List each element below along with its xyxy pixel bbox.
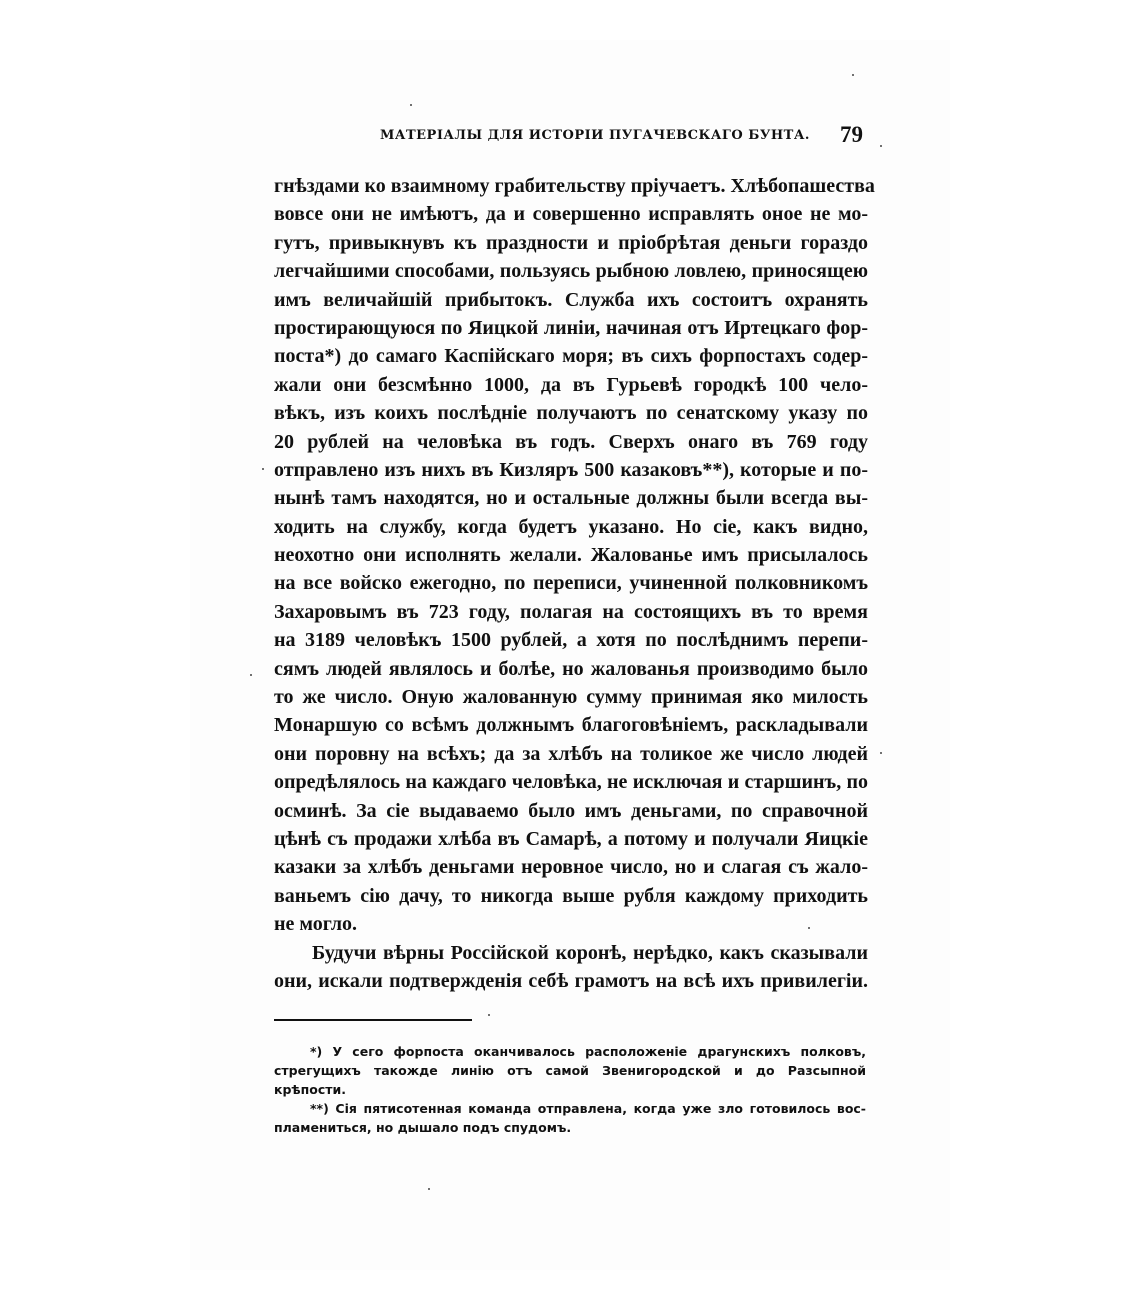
scan-speck <box>428 1188 430 1190</box>
footnote-line: крѣпости. <box>274 1082 347 1097</box>
scan-speck <box>250 674 252 676</box>
text-line: они поровну на всѣхъ; да за хлѣбъ на толикое же число людей <box>274 742 868 765</box>
text-line: вовсе они не имѣютъ, да и совершенно исправлять оное не мо- <box>274 203 868 226</box>
scan-speck <box>880 145 882 147</box>
text-line: 20 рублей на человѣка въ годъ. Сверхъ онаго въ 769 году <box>274 430 868 453</box>
scan-speck <box>410 104 412 106</box>
footnote-line: стрегущихъ такожде линію отъ самой Звенигородской и до Разсыпной <box>274 1063 866 1078</box>
text-line: цѣнѣ съ продажи хлѣба въ Самарѣ, а потому и получали Яицкіе <box>274 827 868 850</box>
text-line: сямъ людей являлось и болѣе, но жалованья производимо было <box>274 657 868 680</box>
text-line: имъ величайшій прибытокъ. Служба ихъ состоитъ охранять <box>274 288 868 311</box>
footnote-line: пламениться, но дышало подъ спудомъ. <box>274 1120 572 1135</box>
text-line: ходить на службу, когда будетъ указано. Но сіе, какъ видно, <box>274 515 868 538</box>
page-header <box>380 124 880 152</box>
footnote-line: **) Сія пятисотенная команда отправлена, когда уже зло готовилось вос- <box>310 1101 866 1116</box>
text-line: неохотно они исполнять желали. Жалованье имъ присылалось <box>274 544 868 567</box>
scan-speck <box>488 1014 490 1016</box>
text-line: поста*) до самаго Каспійскаго моря; въ сихъ форпостахъ содер- <box>274 345 868 368</box>
text-line: жали они безсмѣнно 1000, да въ Гурьевѣ городкѣ 100 чело- <box>274 373 868 396</box>
text-line: легчайшими способами, пользуясь рыбною ловлею, приносящею <box>274 260 868 283</box>
scan-speck <box>262 468 264 470</box>
text-line: ваньемъ сію дачу, то никогда выше рубля каждому приходить <box>274 884 868 907</box>
main-text <box>274 172 875 995</box>
footnote-divider <box>274 1019 472 1021</box>
text-line: осминѣ. За сіе выдаваемо было имъ деньгами, по справочной <box>274 799 868 822</box>
text-line: то же число. Оную жалованную сумму принимая яко милость <box>274 686 868 709</box>
scan-speck <box>852 74 854 76</box>
text-line: опредѣлялось на каждаго человѣка, не исключая и старшинъ, по <box>274 771 868 794</box>
text-line: вѣкъ, изъ коихъ послѣдніе получаютъ по сенатскому указу по <box>274 402 868 425</box>
text-line: не могло. <box>274 913 358 936</box>
scan-speck <box>808 927 810 929</box>
text-line: они, искали подтвержденія себѣ грамотъ на всѣ ихъ привилегіи. <box>274 969 868 992</box>
text-line: отправлено изъ нихъ въ Кизляръ 500 казаковъ**), которые и по- <box>274 458 868 481</box>
scan-speck <box>880 752 882 754</box>
text-line: гнѣздами ко взаимному грабительству пріучаетъ. Хлѣбопашества <box>274 175 875 197</box>
text-line: казаки за хлѣбъ деньгами неровное число, но и слагая съ жало- <box>274 856 868 879</box>
text-line: на все войско ежегодно, по переписи, учиненной полковникомъ <box>274 572 868 595</box>
running-title: МАТЕРІАЛЫ ДЛЯ ИСТОРІИ ПУГАЧЕВСКАГО БУНТА. <box>380 128 810 143</box>
page-number: 79 <box>840 122 863 147</box>
footnote-line: *) У сего форпоста оканчивалось расположеніе драгунскихъ полковъ, <box>310 1044 866 1059</box>
text-line: Захаровымъ въ 723 году, полагая на состоящихъ въ то время <box>274 600 868 623</box>
text-line: гутъ, привыкнувъ къ праздности и пріобрѣтая деньги гораздо <box>274 231 868 254</box>
footnotes <box>274 1042 866 1137</box>
text-line: Будучи вѣрны Россійской коронѣ, нерѣдко, какъ сказывали <box>312 941 868 964</box>
text-line: нынѣ тамъ находятся, но и остальные должны были всегда вы- <box>274 487 868 510</box>
text-line: Монаршую со всѣмъ должнымъ благоговѣніемъ, раскладывали <box>274 714 868 737</box>
text-line: на 3189 человѣкъ 1500 рублей, а хотя по послѣднимъ перепи- <box>274 629 868 652</box>
text-line: простирающуюся по Яицкой линіи, начиная отъ Иртецкаго фор- <box>274 316 868 339</box>
